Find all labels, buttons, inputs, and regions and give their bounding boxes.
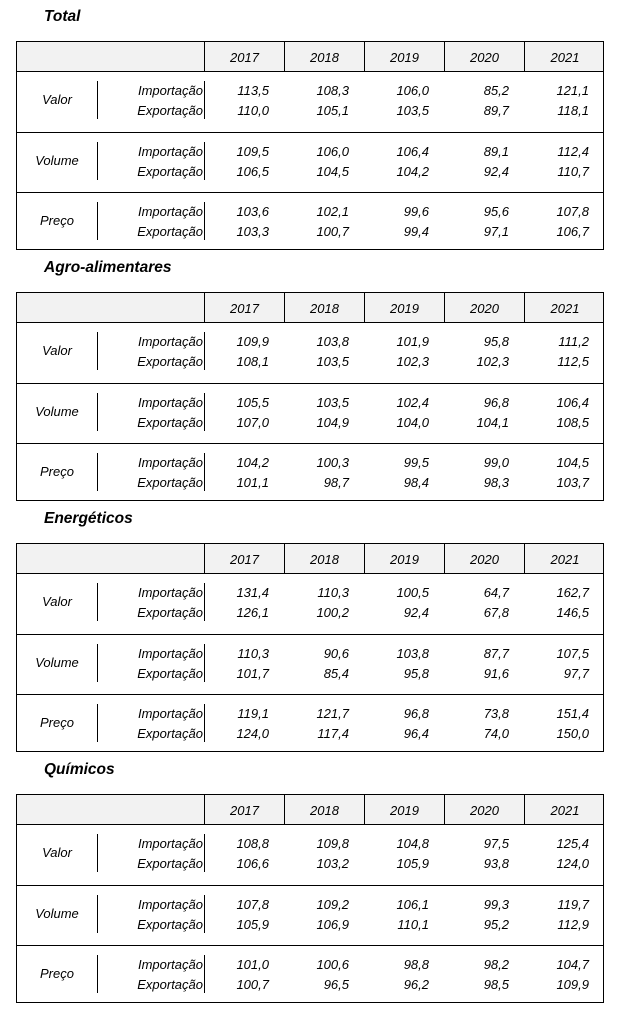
value-cell: 106,4 (396, 144, 429, 159)
year-header: 2017 (205, 544, 285, 573)
data-table (16, 292, 604, 501)
value-cell: 121,7 (316, 706, 349, 721)
row-label: Exportação (137, 605, 203, 620)
value-cell: 106,7 (556, 224, 589, 239)
value-cell: 104,2 (236, 455, 269, 470)
value-cell: 151,4 (556, 706, 589, 721)
value-cell: 103,8 (396, 646, 429, 661)
year-header: 2021 (550, 50, 580, 65)
value-cell: 101,7 (236, 666, 269, 681)
value-cell: 102,1 (316, 204, 349, 219)
group-label: Valor (42, 343, 72, 358)
group-label: Preço (40, 464, 74, 479)
value-cell: 107,8 (556, 204, 589, 219)
value-cell: 119,1 (237, 706, 269, 721)
year-header: 2017 (205, 293, 285, 322)
value-cell: 97,1 (483, 224, 509, 239)
value-cell: 112,5 (557, 354, 589, 369)
value-cell: 110,0 (237, 103, 269, 118)
value-cell: 104,2 (396, 164, 429, 179)
value-cell: 117,4 (317, 726, 349, 741)
row-group (17, 383, 603, 443)
value-cell: 67,8 (483, 605, 509, 620)
value-cell: 95,2 (483, 917, 509, 932)
value-cell: 103,8 (316, 334, 349, 349)
section (0, 0, 621, 251)
row-group (17, 192, 603, 252)
value-cell: 102,3 (396, 354, 429, 369)
value-cell: 99,6 (403, 204, 429, 219)
year-header: 2018 (285, 42, 365, 71)
value-cell: 104,0 (396, 415, 429, 430)
value-cell: 99,0 (483, 455, 509, 470)
value-cell: 107,0 (236, 415, 269, 430)
value-cell: 105,9 (396, 856, 429, 871)
row-group (17, 574, 603, 634)
value-cell: 162,7 (556, 585, 589, 600)
value-cell: 112,9 (557, 917, 589, 932)
year-header: 2019 (365, 795, 445, 824)
value-cell: 103,5 (316, 354, 349, 369)
value-cell: 85,4 (323, 666, 349, 681)
value-cell: 85,2 (483, 83, 509, 98)
value-cell: 110,3 (317, 585, 349, 600)
value-cell: 91,6 (483, 666, 509, 681)
year-header: 2020 (445, 795, 525, 824)
value-cell: 96,5 (323, 977, 349, 992)
value-cell: 104,7 (556, 957, 589, 972)
section (0, 753, 621, 1004)
group-label: Preço (40, 966, 74, 981)
year-header: 2017 (205, 42, 285, 71)
value-cell: 97,7 (563, 666, 589, 681)
group-label: Valor (42, 92, 72, 107)
row-group (17, 72, 603, 132)
value-cell: 103,7 (556, 475, 589, 490)
value-cell: 109,8 (316, 836, 349, 851)
value-cell: 104,1 (476, 415, 509, 430)
row-group (17, 634, 603, 694)
year-header: 2019 (365, 42, 445, 71)
divider (204, 704, 205, 742)
row-group (17, 132, 603, 192)
value-cell: 106,6 (236, 856, 269, 871)
value-cell: 98,4 (403, 475, 429, 490)
value-cell: 104,5 (556, 455, 589, 470)
value-cell: 103,6 (236, 204, 269, 219)
group-label: Volume (35, 655, 79, 670)
value-cell: 146,5 (556, 605, 589, 620)
divider (204, 393, 205, 431)
value-cell: 93,8 (483, 856, 509, 871)
section-title: Químicos (44, 761, 115, 778)
value-cell: 106,0 (396, 83, 429, 98)
year-header: 2018 (285, 293, 365, 322)
row-label: Exportação (137, 415, 203, 430)
divider (204, 644, 205, 682)
value-cell: 92,4 (483, 164, 509, 179)
row-label: Importação (137, 957, 203, 972)
header-blank-cell (17, 293, 205, 322)
value-cell: 104,9 (316, 415, 349, 430)
value-cell: 106,1 (396, 897, 429, 912)
value-cell: 99,4 (403, 224, 429, 239)
row-label: Importação (137, 204, 203, 219)
value-cell: 99,5 (403, 455, 429, 470)
value-cell: 109,5 (236, 144, 269, 159)
row-label: Importação (137, 706, 203, 721)
divider (204, 81, 205, 119)
value-cell: 102,3 (476, 354, 509, 369)
value-cell: 95,6 (483, 204, 509, 219)
value-cell: 113,5 (237, 83, 269, 98)
value-cell: 104,5 (316, 164, 349, 179)
value-cell: 100,7 (236, 977, 269, 992)
value-cell: 96,8 (403, 706, 429, 721)
group-label: Preço (40, 715, 74, 730)
value-cell: 121,1 (556, 83, 589, 98)
value-cell: 101,0 (236, 957, 269, 972)
year-header: 2021 (550, 803, 580, 818)
value-cell: 100,7 (316, 224, 349, 239)
value-cell: 119,7 (557, 897, 589, 912)
divider (204, 955, 205, 993)
row-label: Importação (137, 334, 203, 349)
value-cell: 126,1 (236, 605, 269, 620)
value-cell: 98,3 (483, 475, 509, 490)
year-header: 2020 (445, 544, 525, 573)
row-label: Importação (137, 897, 203, 912)
value-cell: 106,9 (316, 917, 349, 932)
row-label: Exportação (137, 354, 203, 369)
section-title: Total (44, 8, 81, 25)
divider (204, 834, 205, 872)
value-cell: 131,4 (236, 585, 269, 600)
value-cell: 106,5 (236, 164, 269, 179)
value-cell: 109,9 (556, 977, 589, 992)
header-blank-cell (17, 544, 205, 573)
data-table (16, 794, 604, 1003)
value-cell: 111,2 (558, 334, 589, 349)
row-group (17, 323, 603, 383)
value-cell: 101,9 (396, 334, 429, 349)
value-cell: 98,2 (483, 957, 509, 972)
value-cell: 100,3 (316, 455, 349, 470)
value-cell: 118,1 (557, 103, 589, 118)
row-group (17, 694, 603, 754)
section (0, 502, 621, 753)
value-cell: 96,2 (403, 977, 429, 992)
year-header: 2018 (285, 795, 365, 824)
value-cell: 90,6 (323, 646, 349, 661)
value-cell: 110,1 (397, 917, 429, 932)
value-cell: 109,9 (236, 334, 269, 349)
value-cell: 150,0 (556, 726, 589, 741)
value-cell: 109,2 (316, 897, 349, 912)
row-label: Exportação (137, 917, 203, 932)
header-blank-cell (17, 42, 205, 71)
row-group (17, 885, 603, 945)
value-cell: 110,3 (237, 646, 269, 661)
value-cell: 108,5 (556, 415, 589, 430)
row-label: Exportação (137, 475, 203, 490)
value-cell: 96,4 (403, 726, 429, 741)
value-cell: 95,8 (403, 666, 429, 681)
value-cell: 103,2 (316, 856, 349, 871)
value-cell: 89,1 (483, 144, 509, 159)
group-label: Volume (35, 153, 79, 168)
value-cell: 100,6 (316, 957, 349, 972)
divider (204, 202, 205, 240)
row-label: Importação (137, 585, 203, 600)
row-label: Importação (137, 395, 203, 410)
group-label: Volume (35, 906, 79, 921)
value-cell: 64,7 (483, 585, 509, 600)
section-title: Agro-alimentares (44, 259, 172, 276)
value-cell: 107,5 (556, 646, 589, 661)
value-cell: 100,5 (396, 585, 429, 600)
value-cell: 103,5 (396, 103, 429, 118)
value-cell: 98,5 (483, 977, 509, 992)
data-table (16, 543, 604, 752)
row-label: Exportação (137, 164, 203, 179)
table-header (17, 293, 603, 323)
value-cell: 99,3 (483, 897, 509, 912)
value-cell: 105,9 (236, 917, 269, 932)
value-cell: 124,0 (236, 726, 269, 741)
row-label: Exportação (137, 103, 203, 118)
year-header: 2017 (205, 795, 285, 824)
year-header: 2020 (445, 293, 525, 322)
value-cell: 96,8 (483, 395, 509, 410)
value-cell: 101,1 (236, 475, 269, 490)
divider (204, 583, 205, 621)
value-cell: 125,4 (556, 836, 589, 851)
value-cell: 95,8 (483, 334, 509, 349)
value-cell: 108,3 (316, 83, 349, 98)
table-header (17, 544, 603, 574)
group-label: Volume (35, 404, 79, 419)
year-header: 2019 (365, 544, 445, 573)
value-cell: 124,0 (556, 856, 589, 871)
row-group (17, 825, 603, 885)
group-label: Valor (42, 594, 72, 609)
row-label: Importação (137, 836, 203, 851)
value-cell: 100,2 (316, 605, 349, 620)
row-label: Importação (137, 455, 203, 470)
year-header: 2021 (550, 552, 580, 567)
value-cell: 106,4 (556, 395, 589, 410)
value-cell: 112,4 (557, 144, 589, 159)
value-cell: 107,8 (236, 897, 269, 912)
row-label: Exportação (137, 977, 203, 992)
row-label: Importação (137, 646, 203, 661)
value-cell: 105,1 (316, 103, 349, 118)
group-label: Preço (40, 213, 74, 228)
table-header (17, 795, 603, 825)
divider (204, 895, 205, 933)
row-label: Importação (137, 83, 203, 98)
section (0, 251, 621, 502)
section-title: Energéticos (44, 510, 133, 527)
value-cell: 108,1 (236, 354, 269, 369)
value-cell: 87,7 (483, 646, 509, 661)
row-label: Exportação (137, 856, 203, 871)
value-cell: 102,4 (396, 395, 429, 410)
year-header: 2019 (365, 293, 445, 322)
row-label: Exportação (137, 726, 203, 741)
value-cell: 104,8 (396, 836, 429, 851)
value-cell: 89,7 (483, 103, 509, 118)
value-cell: 73,8 (483, 706, 509, 721)
table-header (17, 42, 603, 72)
year-header: 2021 (550, 301, 580, 316)
value-cell: 108,8 (236, 836, 269, 851)
row-label: Importação (137, 144, 203, 159)
value-cell: 98,8 (403, 957, 429, 972)
value-cell: 106,0 (316, 144, 349, 159)
row-group (17, 443, 603, 503)
value-cell: 110,7 (557, 164, 589, 179)
year-header: 2020 (445, 42, 525, 71)
data-table (16, 41, 604, 250)
year-header: 2018 (285, 544, 365, 573)
value-cell: 103,5 (316, 395, 349, 410)
value-cell: 92,4 (403, 605, 429, 620)
value-cell: 103,3 (236, 224, 269, 239)
row-label: Exportação (137, 666, 203, 681)
divider (204, 332, 205, 370)
value-cell: 98,7 (323, 475, 349, 490)
header-blank-cell (17, 795, 205, 824)
value-cell: 105,5 (236, 395, 269, 410)
divider (204, 453, 205, 491)
group-label: Valor (42, 845, 72, 860)
row-group (17, 945, 603, 1005)
value-cell: 97,5 (483, 836, 509, 851)
divider (204, 142, 205, 180)
row-label: Exportação (137, 224, 203, 239)
value-cell: 74,0 (483, 726, 509, 741)
